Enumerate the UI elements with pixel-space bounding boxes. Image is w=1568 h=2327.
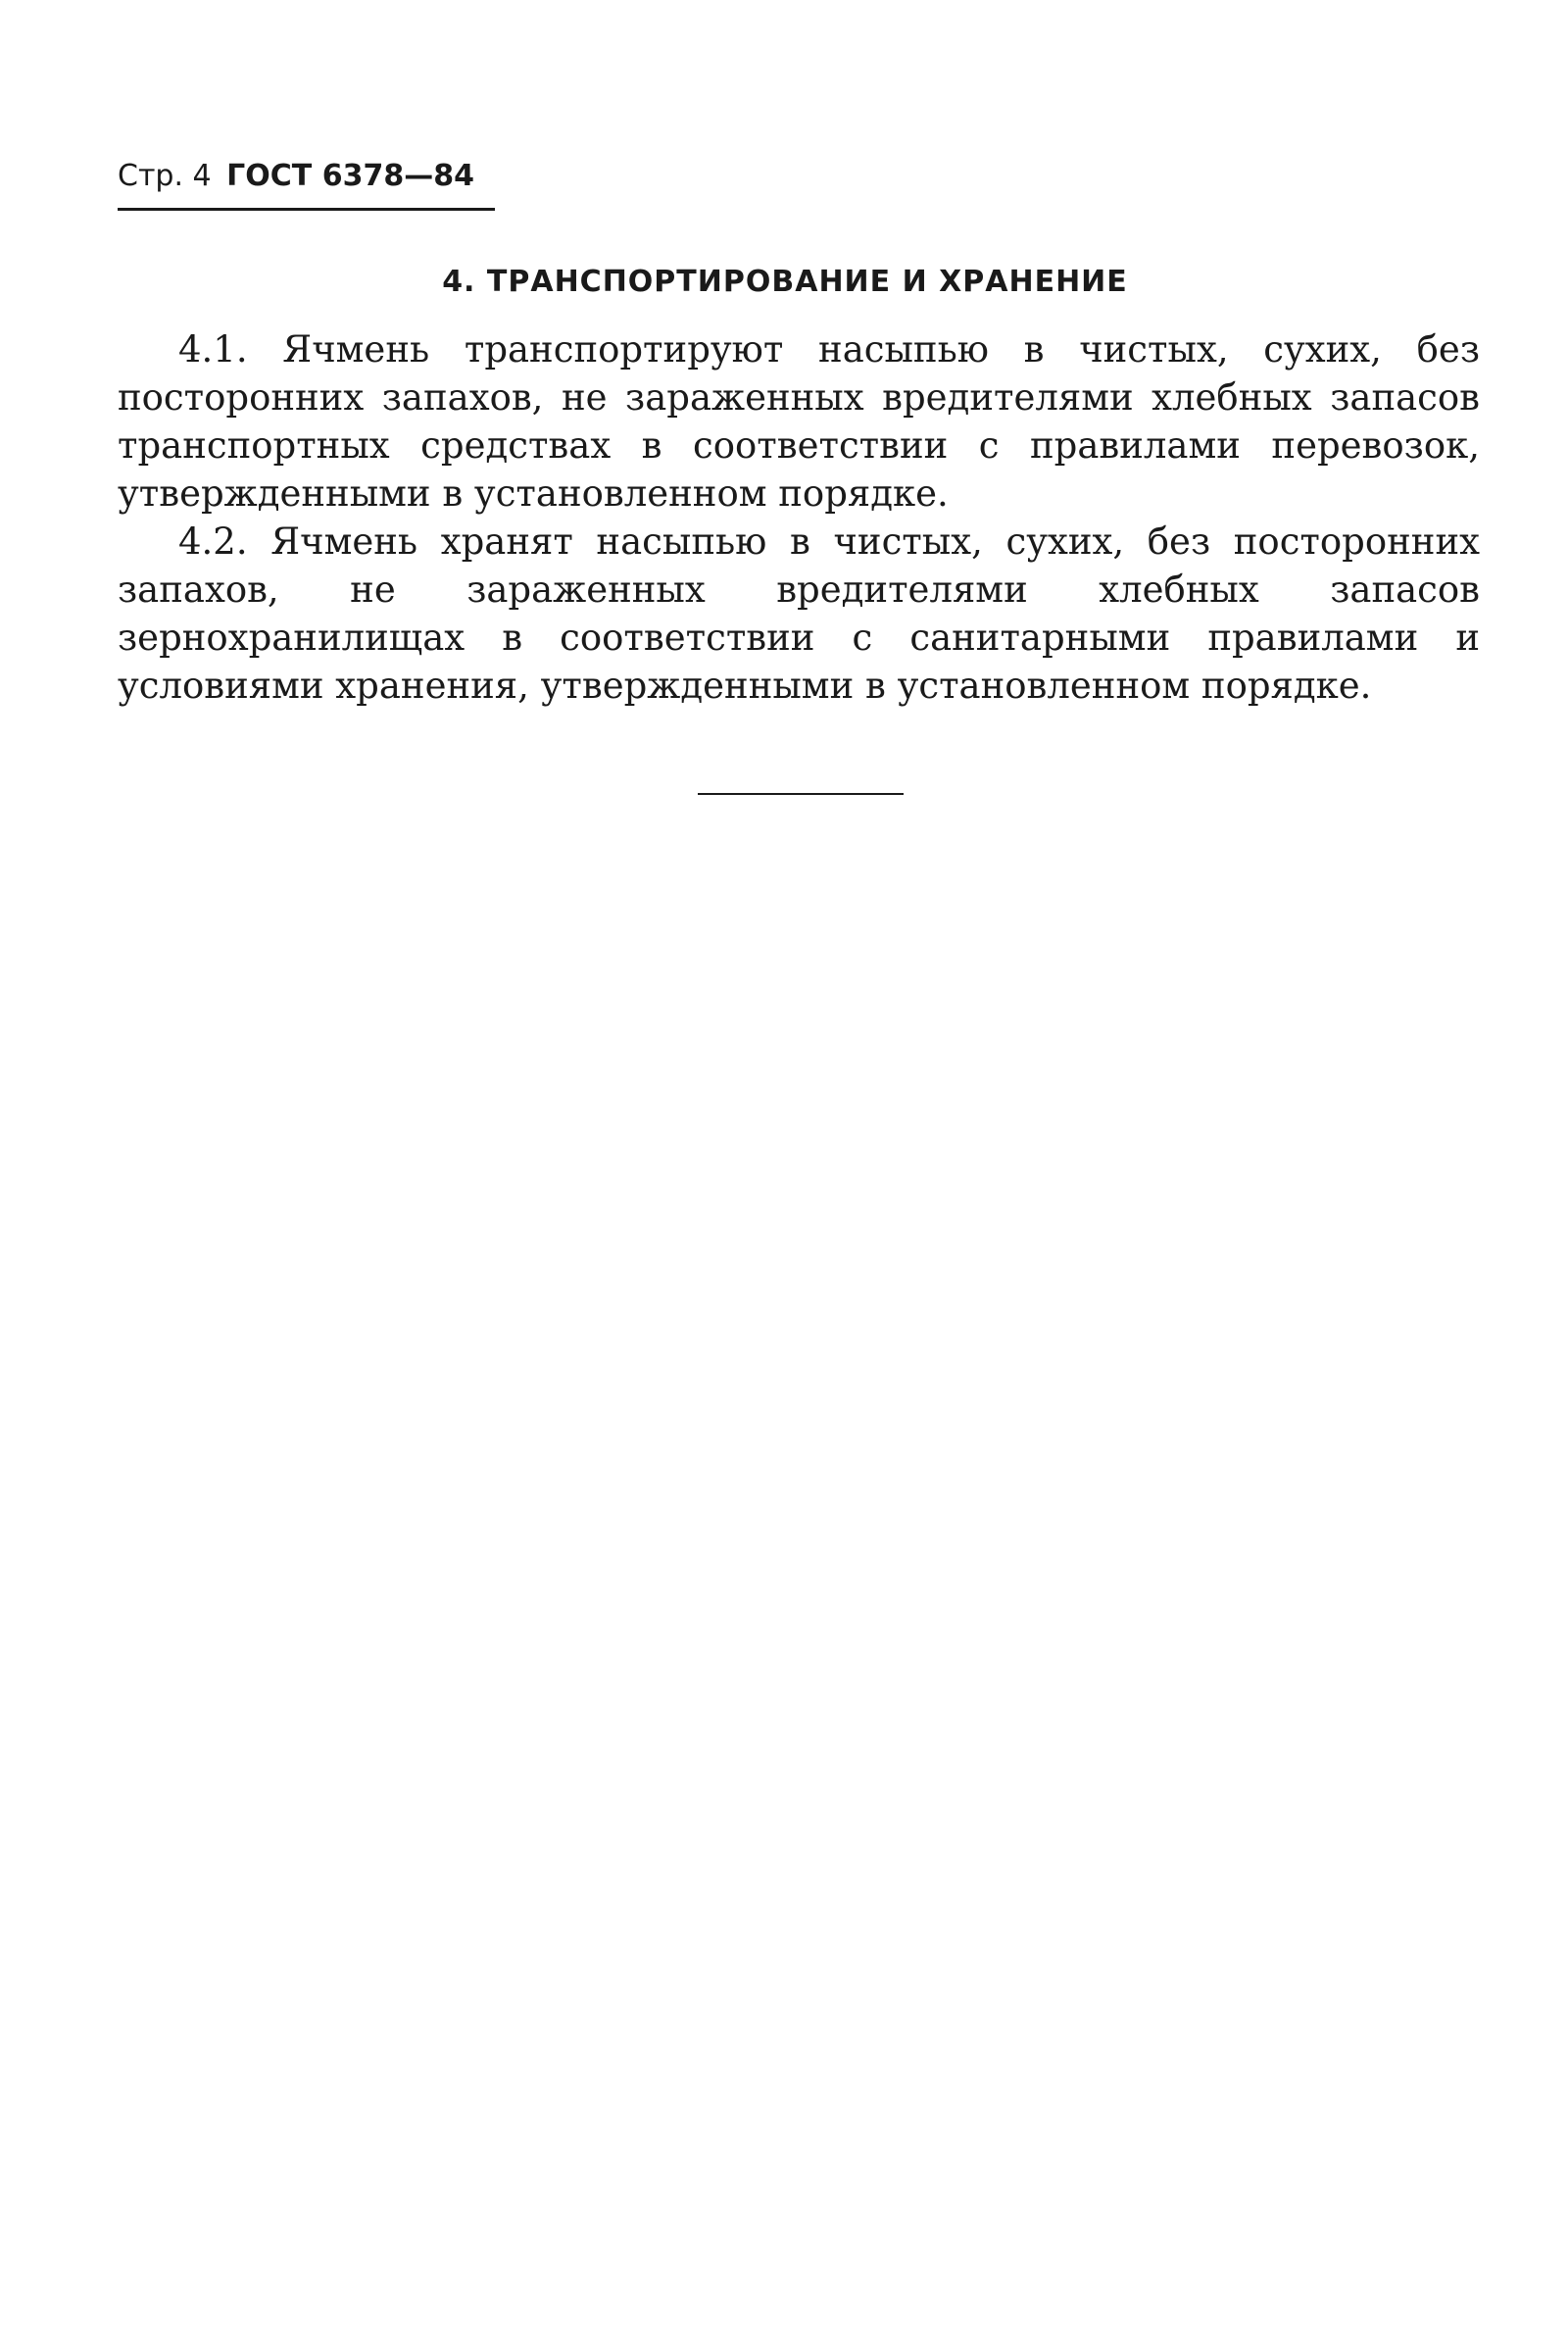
page-number-label: Стр. 4 [118, 159, 212, 193]
paragraph-4-2: 4.2. Ячмень хранят насыпью в чистых, сухих, без посторонних запахов, не зараженных вредителями хлебных запасов зернохранилищах в соответствии с санитарными правилами и условиями хранения, утвержденными в установленном порядке. [118, 520, 1480, 707]
section-title: 4. ТРАНСПОРТИРОВАНИЕ И ХРАНЕНИЕ [442, 265, 1128, 299]
running-header [118, 157, 474, 196]
section-body [118, 325, 1480, 710]
end-of-section-rule [698, 793, 904, 795]
standard-designation: ГОСТ 6378—84 [226, 159, 474, 193]
paragraph-4-1: 4.1. Ячмень транспортируют насыпью в чистых, сухих, без посторонних запахов, не зараженных вредителями хлебных запасов транспортных средствах в соответствии с правилами перевозок, утвержденными в установленном порядке. [118, 328, 1480, 515]
header-rule [118, 208, 495, 211]
